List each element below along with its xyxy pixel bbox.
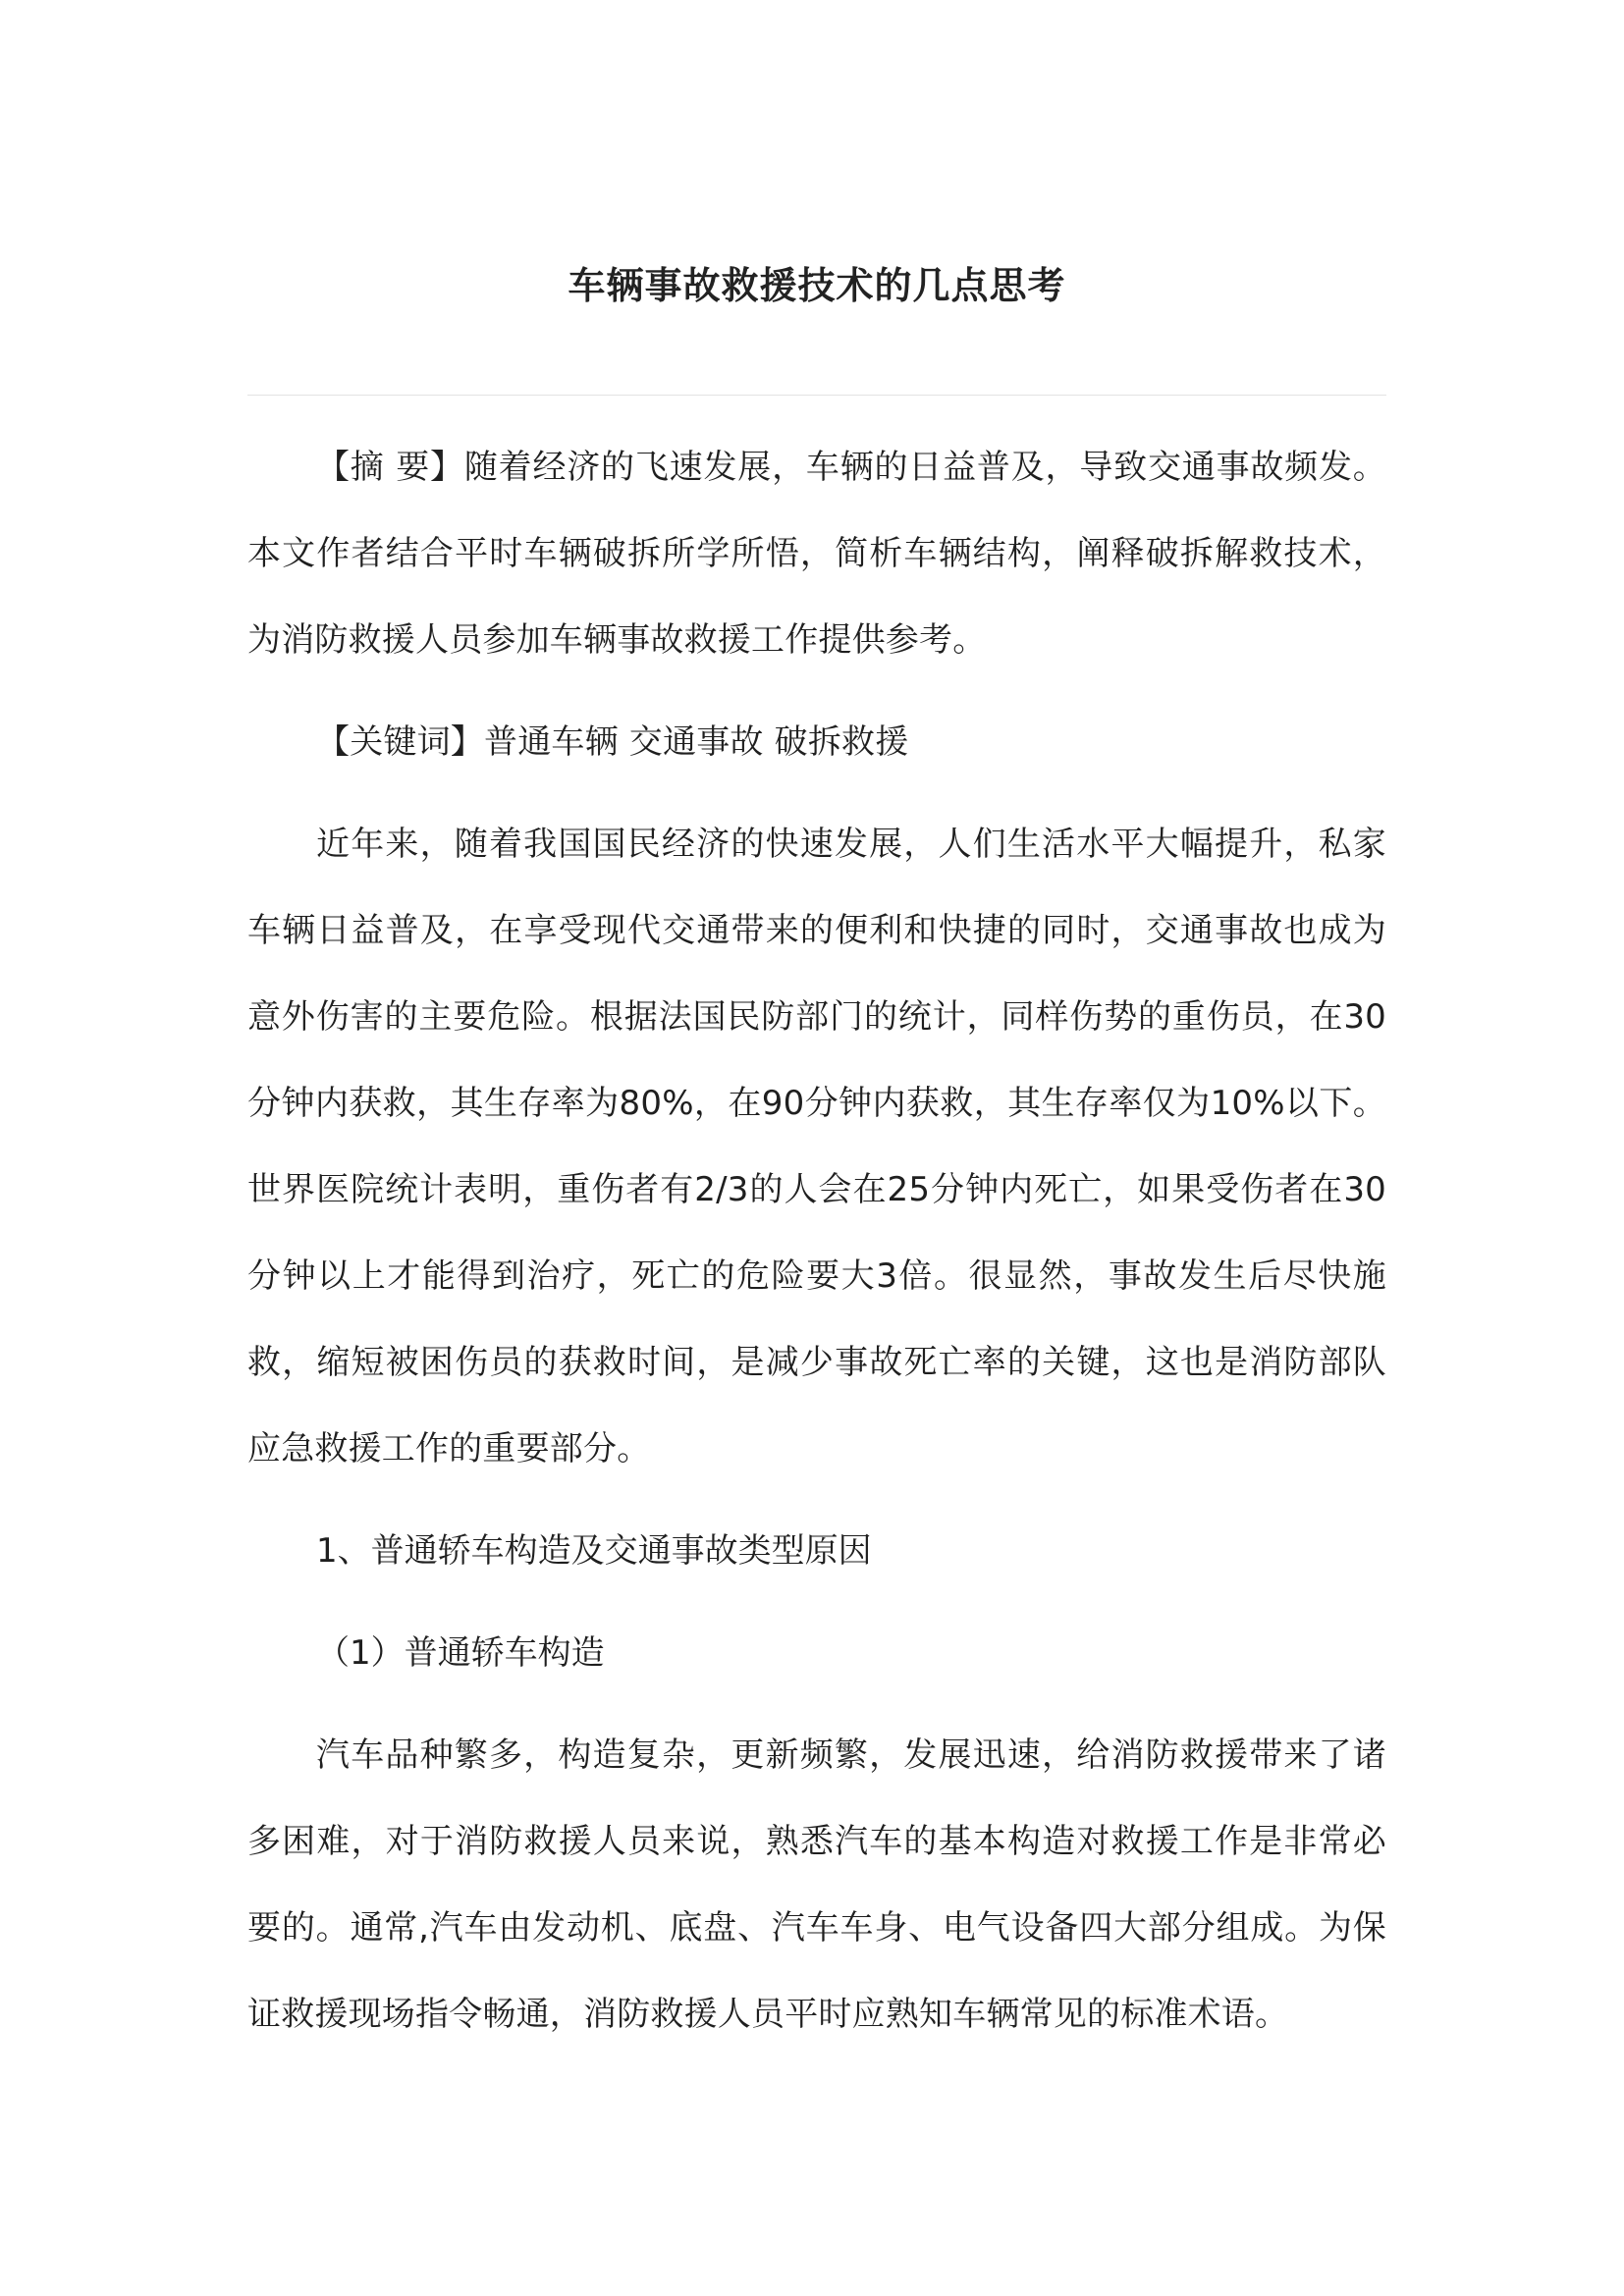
- abstract-paragraph: 【摘 要】随着经济的飞速发展，车辆的日益普及，导致交通事故频发。本文作者结合平时车辆破拆所学所悟，简析车辆结构，阐释破拆解救技术，为消防救援人员参加车辆事故救援工作提供参考。: [247, 448, 1386, 660]
- document-page: [247, 0, 1386, 2296]
- document-title: 车辆事故救援技术的几点思考: [568, 264, 1066, 308]
- title-divider: [247, 395, 1386, 396]
- document-body: [247, 424, 1386, 2057]
- body-paragraph: 汽车品种繁多，构造复杂，更新频繁，发展迅速，给消防救援带来了诸多困难，对于消防救援人员来说，熟悉汽车的基本构造对救援工作是非常必要的。通常,汽车由发动机、底盘、汽车车身、电气设备四大部分组成。为保证救援现场指令畅通，消防救援人员平时应熟知车辆常见的标准术语。: [247, 1735, 1386, 2034]
- subsection-heading: （1）普通轿车构造: [316, 1633, 605, 1673]
- intro-paragraph: 近年来，随着我国国民经济的快速发展，人们生活水平大幅提升，私家车辆日益普及，在享受现代交通带来的便利和快捷的同时，交通事故也成为意外伤害的主要危险。根据法国民防部门的统计，同样伤势的重伤员，在30分钟内获救，其生存率为80%，在90分钟内获救，其生存率仅为10%以下。世界医院统计表明，重伤者有2/3的人会在25分钟内死亡，如果受伤者在30分钟以上才能得到治疗，死亡的危险要大3倍。很显然，事故发生后尽快施救，缩短被困伤员的获救时间，是减少事故死亡率的关键，这也是消防部队应急救援工作的重要部分。: [247, 825, 1386, 1468]
- section-heading: 1、普通轿车构造及交通事故类型原因: [316, 1531, 872, 1571]
- keywords-paragraph: 【关键词】普通车辆 交通事故 破拆救援: [316, 722, 909, 762]
